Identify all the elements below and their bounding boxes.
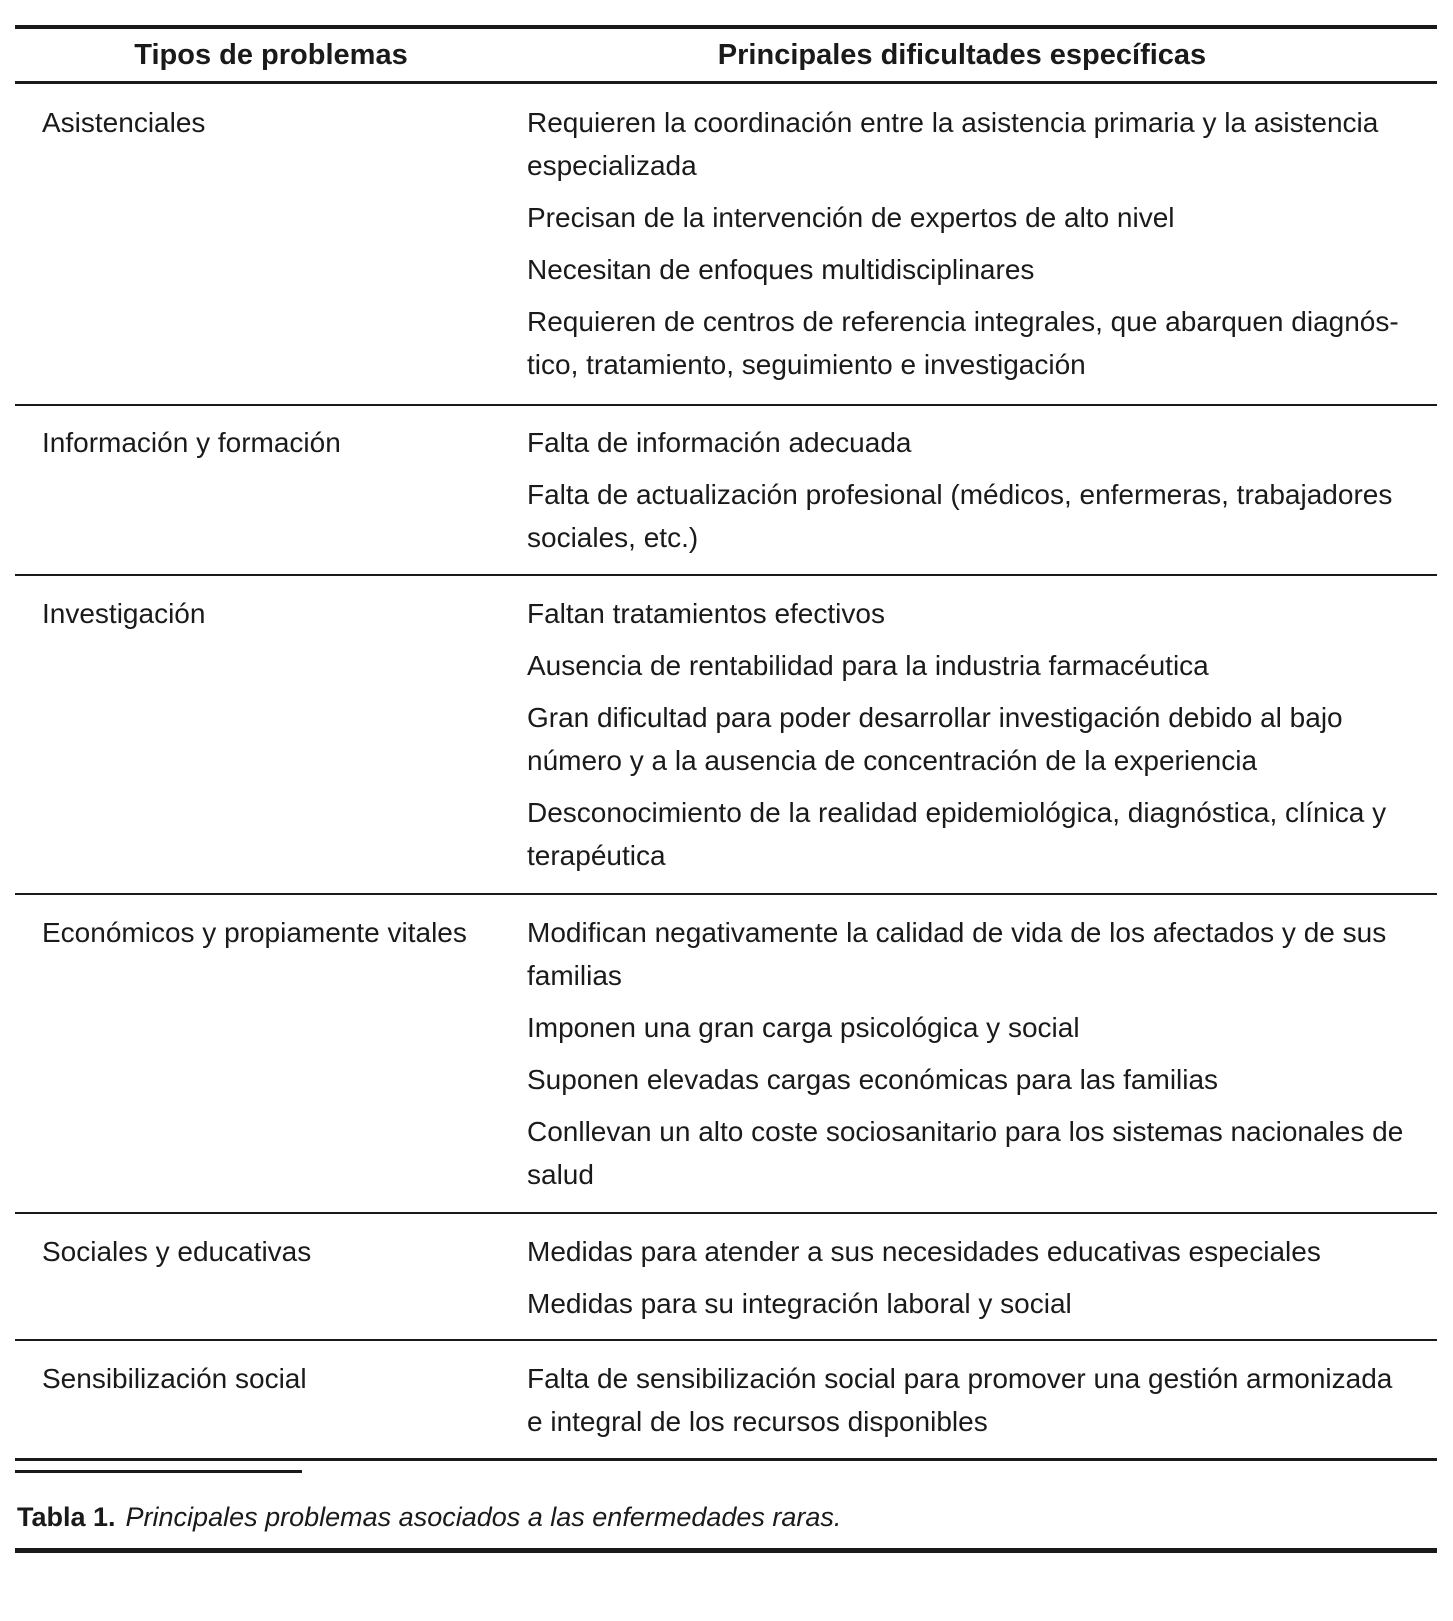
table: [15, 25, 1437, 1461]
difficulty-list: [527, 1230, 1407, 1325]
difficulty-item: Modifican negativamente la calidad de vida de los afectados y de sus familias: [527, 917, 1387, 991]
group-category: Económicos y propiamente vitales: [42, 917, 467, 948]
table-group: [15, 84, 1437, 404]
group-category: Sensibilización social: [42, 1363, 307, 1394]
table-group: [15, 576, 1437, 893]
difficulty-item: Falta de información adecuada: [527, 427, 912, 458]
difficulty-list: [527, 101, 1407, 386]
table-header-row: [15, 29, 1437, 81]
caption-text: Principales problemas asociados a las enfermedades raras.: [125, 1502, 842, 1532]
difficulty-list: [527, 911, 1407, 1196]
difficulty-item: Requieren la coordinación entre la asistencia primaria y la asistencia especializada: [527, 107, 1379, 181]
group-category: Asistenciales: [42, 107, 206, 138]
difficulty-list: [527, 421, 1407, 559]
table-group: [15, 1214, 1437, 1339]
difficulty-item: Ausencia de rentabilidad para la industria farmacéutica: [527, 650, 1209, 681]
caption-label: Tabla 1.: [17, 1502, 116, 1532]
difficulty-item: Falta de actualización profesional (médicos, enfermeras, trabajadores sociales, etc.): [527, 479, 1393, 553]
caption-rule: [15, 1470, 302, 1473]
header-problem-types: Tipos de problemas: [134, 38, 408, 71]
group-category: Sociales y educativas: [42, 1236, 312, 1267]
difficulty-item: Requieren de centros de referencia integrales, que abarquen diagnós-tico, tratamiento, seguimiento e investigación: [527, 306, 1399, 380]
difficulty-item: Medidas para atender a sus necesidades educativas especiales: [527, 1236, 1321, 1267]
table-caption: [17, 1498, 841, 1536]
page-bottom-rule: [15, 1548, 1437, 1553]
group-category: Información y formación: [42, 427, 341, 458]
difficulty-item: Precisan de la intervención de expertos de alto nivel: [527, 202, 1175, 233]
difficulty-item: Conllevan un alto coste sociosanitario para los sistemas nacionales de salud: [527, 1116, 1404, 1190]
table-group: [15, 1341, 1437, 1458]
header-specific-difficulties: Principales dificultades específicas: [717, 38, 1207, 71]
difficulty-item: Gran dificultad para poder desarrollar investigación debido al bajo número y a la ausencia de concentración de la experiencia: [527, 702, 1343, 776]
group-category: Investigación: [42, 598, 206, 629]
difficulty-item: Medidas para su integración laboral y social: [527, 1288, 1072, 1319]
difficulty-item: Necesitan de enfoques multidisciplinares: [527, 254, 1035, 285]
difficulty-item: Desconocimiento de la realidad epidemiológica, diagnóstica, clínica y terapéutica: [527, 797, 1387, 871]
difficulty-item: Imponen una gran carga psicológica y social: [527, 1012, 1080, 1043]
table-group: [15, 406, 1437, 574]
table-bottom-rule: [15, 1458, 1437, 1461]
difficulty-item: Faltan tratamientos efectivos: [527, 598, 885, 629]
difficulty-item: Suponen elevadas cargas económicas para las familias: [527, 1064, 1219, 1095]
difficulty-list: [527, 1357, 1407, 1443]
difficulty-list: [527, 592, 1407, 877]
difficulty-item: Falta de sensibilización social para promover una gestión armonizada e integral de los recursos disponibles: [527, 1363, 1393, 1437]
table-group: [15, 895, 1437, 1212]
